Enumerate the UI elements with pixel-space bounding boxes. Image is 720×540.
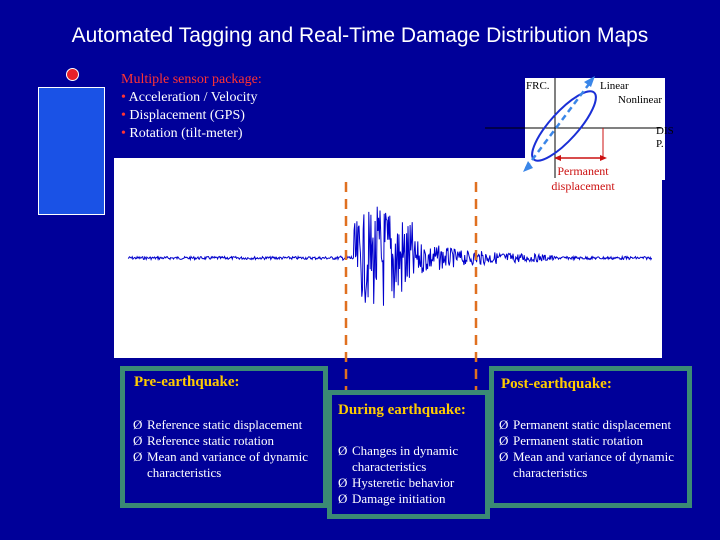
sensor-item-text: Displacement (GPS) xyxy=(129,108,245,123)
sensor-package-box xyxy=(38,87,105,215)
sensor-package-heading: Multiple sensor package: xyxy=(121,72,262,87)
list-item xyxy=(338,443,486,475)
arrow-bullet-icon: Ø xyxy=(133,433,143,448)
list-item-text: Permanent static displacement xyxy=(513,417,672,432)
list-item xyxy=(133,433,325,449)
arrow-bullet-icon: Ø xyxy=(133,449,143,464)
list-item xyxy=(133,417,325,433)
pre-earthquake-list xyxy=(133,417,325,481)
sensor-item xyxy=(121,89,262,107)
seismic-waveform xyxy=(128,207,652,306)
list-item-text: Reference static displacement xyxy=(147,417,303,432)
linear-label: Linear xyxy=(600,80,629,92)
post-earthquake-title: Post-earthquake: xyxy=(501,376,612,392)
permanent-label-line-2: displacement xyxy=(551,179,615,193)
nonlinear-label: Nonlinear xyxy=(618,94,662,106)
sensor-indicator-dot xyxy=(66,68,79,81)
pre-earthquake-title: Pre-earthquake: xyxy=(134,374,240,390)
list-item-text: Permanent static rotation xyxy=(513,433,643,448)
list-item-text: Mean and variance of dynamic characteristics xyxy=(513,449,674,480)
post-earthquake-list xyxy=(499,417,689,481)
arrow-bullet-icon: Ø xyxy=(338,491,348,506)
list-item xyxy=(499,417,689,433)
arrow-bullet-icon: Ø xyxy=(133,417,143,432)
sensor-item-text: Acceleration / Velocity xyxy=(128,90,258,105)
arrow-bullet-icon: Ø xyxy=(499,433,509,448)
list-item xyxy=(338,475,486,491)
sensor-item xyxy=(121,107,262,125)
list-item xyxy=(499,449,689,481)
during-earthquake-title: During earthquake: xyxy=(338,402,466,418)
force-axis-label: FRC. xyxy=(526,80,550,92)
list-item-text: Damage initiation xyxy=(352,491,446,506)
sensor-item xyxy=(121,125,262,143)
arrow-bullet-icon: Ø xyxy=(499,449,509,464)
list-item-text: Hysteretic behavior xyxy=(352,475,455,490)
slide-title: Automated Tagging and Real-Time Damage Distribution Maps xyxy=(71,24,649,47)
bullet: • xyxy=(121,126,126,141)
bullet: • xyxy=(121,108,126,123)
arrow-bullet-icon: Ø xyxy=(499,417,509,432)
sensor-package-list xyxy=(121,71,262,143)
arrow-bullet-icon: Ø xyxy=(338,443,348,458)
bullet: • xyxy=(121,90,126,105)
list-item xyxy=(338,491,486,507)
list-item-text: Reference static rotation xyxy=(147,433,275,448)
displacement-axis-label-1: DIS xyxy=(656,125,674,137)
list-item xyxy=(499,433,689,449)
during-earthquake-list xyxy=(338,443,486,507)
permanent-label-line-1: Permanent xyxy=(557,164,609,178)
list-item-text: Changes in dynamic characteristics xyxy=(352,443,459,474)
sensor-item-text: Rotation (tilt-meter) xyxy=(129,126,243,141)
permanent-displacement-label xyxy=(540,164,626,194)
arrow-bullet-icon: Ø xyxy=(338,475,348,490)
displacement-axis-label-2: P. xyxy=(656,138,664,150)
list-item xyxy=(133,449,325,481)
list-item-text: Mean and variance of dynamic characteristics xyxy=(147,449,308,480)
